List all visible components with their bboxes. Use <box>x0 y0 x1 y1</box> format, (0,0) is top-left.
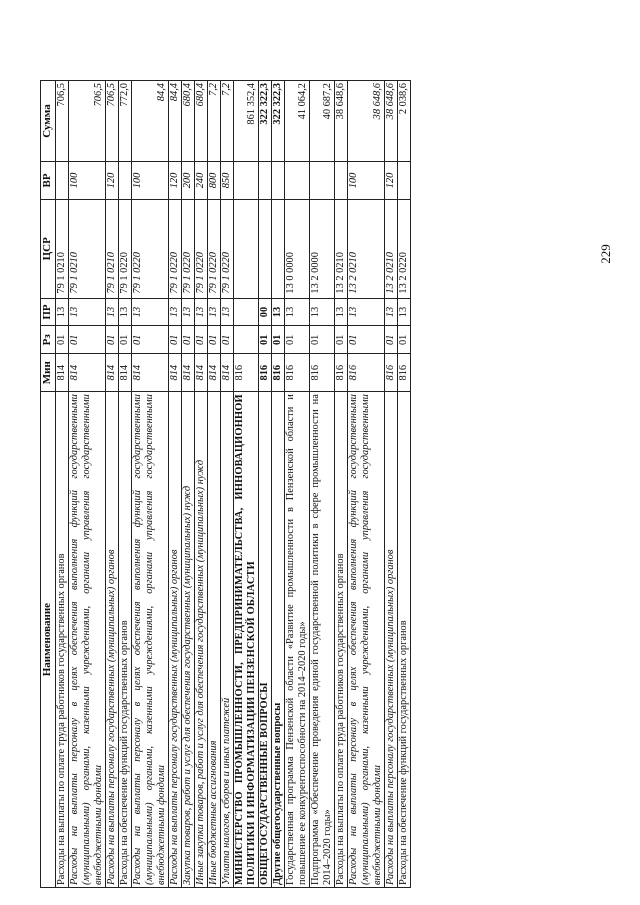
table-row <box>385 81 398 888</box>
cell-min: 816 <box>234 354 259 392</box>
cell-pr: 13 <box>182 298 195 326</box>
cell-sum: 40 687,2 <box>310 81 335 162</box>
table-row <box>234 81 259 888</box>
header-csr: ЦСР <box>41 199 56 298</box>
cell-rz: 01 <box>195 326 208 354</box>
cell-pr: 13 <box>106 298 119 326</box>
cell-sum: 84,4 <box>169 81 182 162</box>
cell-name: Расходы на выплаты персоналу в целях обеспечения выполнения функций государственными (муниципальными) органами, казенными учреждениями, органами управления государственными внебюджетными фондами <box>69 392 106 888</box>
cell-vr <box>310 162 335 200</box>
cell-csr: 13 2 0210 <box>335 199 348 298</box>
header-name: Наименование <box>41 392 56 888</box>
cell-pr: 13 <box>195 298 208 326</box>
cell-min: 814 <box>69 354 106 392</box>
cell-sum: 772,0 <box>119 81 132 162</box>
cell-min: 814 <box>119 354 132 392</box>
cell-vr <box>119 162 132 200</box>
table-row <box>259 81 272 888</box>
cell-name: Расходы на выплаты персоналу государственных (муниципальных) органов <box>169 392 182 888</box>
cell-rz <box>234 326 259 354</box>
cell-rz: 01 <box>272 326 285 354</box>
cell-name: Расходы на выплаты персоналу в целях обеспечения выполнения функций государственными (муниципальными) органами, казенными учреждениями, органами управления государственными внебюджетными фондами <box>348 392 385 888</box>
table-row <box>119 81 132 888</box>
header-rz: Рз <box>41 326 56 354</box>
cell-vr: 240 <box>195 162 208 200</box>
cell-vr: 800 <box>208 162 221 200</box>
cell-name: Другие общегосударственные вопросы <box>272 392 285 888</box>
cell-pr: 13 <box>310 298 335 326</box>
cell-csr: 79 1 0210 <box>106 199 119 298</box>
cell-vr <box>259 162 272 200</box>
cell-sum: 706,5 <box>69 81 106 162</box>
cell-vr: 120 <box>169 162 182 200</box>
cell-csr <box>272 199 285 298</box>
table-row <box>56 81 69 888</box>
cell-vr <box>272 162 285 200</box>
cell-csr: 79 1 0220 <box>208 199 221 298</box>
cell-csr: 79 1 0220 <box>221 199 234 298</box>
cell-sum: 38 648,6 <box>348 81 385 162</box>
table-row <box>335 81 348 888</box>
cell-csr <box>259 199 272 298</box>
cell-rz: 01 <box>259 326 272 354</box>
table-row <box>285 81 310 888</box>
cell-min: 814 <box>208 354 221 392</box>
cell-csr <box>234 199 259 298</box>
table-row <box>69 81 106 888</box>
cell-name: Закупка товаров, работ и услуг для обеспечения государственных (муниципальных) нужд <box>182 392 195 888</box>
cell-sum: 680,4 <box>182 81 195 162</box>
cell-vr: 100 <box>348 162 385 200</box>
cell-rz: 01 <box>221 326 234 354</box>
cell-vr: 120 <box>106 162 119 200</box>
budget-table <box>40 80 411 888</box>
cell-vr: 100 <box>132 162 169 200</box>
cell-sum: 41 064,2 <box>285 81 310 162</box>
table-row <box>398 81 411 888</box>
cell-pr: 13 <box>69 298 106 326</box>
cell-rz: 01 <box>335 326 348 354</box>
cell-csr: 13 0 0000 <box>285 199 310 298</box>
cell-vr <box>398 162 411 200</box>
cell-rz: 01 <box>348 326 385 354</box>
cell-name: Расходы на обеспечение функций государственных органов <box>119 392 132 888</box>
cell-rz: 01 <box>310 326 335 354</box>
cell-csr: 79 1 0220 <box>132 199 169 298</box>
cell-name: Иные закупки товаров, работ и услуг для обеспечения государственных (муниципальных) нужд <box>195 392 208 888</box>
cell-min: 814 <box>56 354 69 392</box>
cell-min: 814 <box>169 354 182 392</box>
cell-name: Расходы на выплаты по оплате труда работников государственных органов <box>56 392 69 888</box>
cell-sum: 322 322,3 <box>259 81 272 162</box>
cell-pr: 13 <box>398 298 411 326</box>
cell-min: 816 <box>398 354 411 392</box>
cell-name: Государственная программа Пензенской области «Развитие промышленности в Пензенской области и повышение ее конкурентоспособности на 2014–2020 годы» <box>285 392 310 888</box>
table-row <box>348 81 385 888</box>
cell-csr: 79 1 0220 <box>119 199 132 298</box>
cell-pr: 13 <box>208 298 221 326</box>
cell-pr: 13 <box>221 298 234 326</box>
cell-vr <box>56 162 69 200</box>
table-header-row <box>41 81 56 888</box>
cell-name: Иные бюджетные ассигнования <box>208 392 221 888</box>
cell-min: 816 <box>335 354 348 392</box>
cell-sum: 7,2 <box>221 81 234 162</box>
cell-min: 816 <box>310 354 335 392</box>
cell-name: Расходы на выплаты по оплате труда работников государственных органов <box>335 392 348 888</box>
cell-sum: 706,5 <box>106 81 119 162</box>
cell-min: 816 <box>272 354 285 392</box>
cell-rz: 01 <box>398 326 411 354</box>
cell-vr: 850 <box>221 162 234 200</box>
rotated-table-inner <box>40 80 600 888</box>
cell-min: 816 <box>385 354 398 392</box>
table-row <box>106 81 119 888</box>
page-number: 229 <box>597 244 613 264</box>
table-row <box>195 81 208 888</box>
cell-pr: 00 <box>259 298 272 326</box>
cell-rz: 01 <box>119 326 132 354</box>
cell-csr: 79 1 0210 <box>56 199 69 298</box>
table-row <box>310 81 335 888</box>
table-body <box>56 81 411 888</box>
cell-name: Расходы на выплаты персоналу государственных (муниципальных) органов <box>106 392 119 888</box>
cell-min: 816 <box>259 354 272 392</box>
cell-sum: 7,2 <box>208 81 221 162</box>
cell-min: 814 <box>106 354 119 392</box>
cell-name: Расходы на обеспечение функций государственных органов <box>398 392 411 888</box>
cell-rz: 01 <box>182 326 195 354</box>
cell-min: 814 <box>182 354 195 392</box>
table-row <box>182 81 195 888</box>
table-row <box>272 81 285 888</box>
cell-pr: 13 <box>132 298 169 326</box>
cell-sum: 38 648,6 <box>385 81 398 162</box>
cell-rz: 01 <box>56 326 69 354</box>
cell-min: 816 <box>348 354 385 392</box>
header-sum: Сумма <box>41 81 56 162</box>
cell-sum: 680,4 <box>195 81 208 162</box>
table-row <box>169 81 182 888</box>
cell-sum: 861 352,4 <box>234 81 259 162</box>
cell-pr: 13 <box>385 298 398 326</box>
cell-csr: 13 2 0210 <box>348 199 385 298</box>
cell-name: Уплата налогов, сборов и иных платежей <box>221 392 234 888</box>
cell-sum: 2 038,6 <box>398 81 411 162</box>
cell-sum: 84,4 <box>132 81 169 162</box>
cell-pr: 13 <box>272 298 285 326</box>
cell-name: Подпрограмма «Обеспечение проведения единой государственной политики в сфере промышленности на 2014–2020 годы» <box>310 392 335 888</box>
cell-name: ОБЩЕГОСУДАРСТВЕННЫЕ ВОПРОСЫ <box>259 392 272 888</box>
cell-vr: 120 <box>385 162 398 200</box>
cell-vr: 100 <box>69 162 106 200</box>
cell-name: Расходы на выплаты персоналу государственных (муниципальных) органов <box>385 392 398 888</box>
cell-pr: 13 <box>285 298 310 326</box>
cell-pr <box>234 298 259 326</box>
cell-rz: 01 <box>208 326 221 354</box>
cell-sum: 706,5 <box>56 81 69 162</box>
table-row <box>221 81 234 888</box>
cell-min: 814 <box>195 354 208 392</box>
cell-csr: 79 1 0210 <box>69 199 106 298</box>
cell-name: МИНИСТЕРСТВО ПРОМЫШЛЕННОСТИ, ПРЕДПРИНИМАТЕЛЬСТВА, ИННОВАЦИОННОЙ ПОЛИТИКИ И ИНФОРМАТИЗАЦИИ ПЕНЗЕНСКОЙ ОБЛАСТИ <box>234 392 259 888</box>
cell-sum: 38 648,6 <box>335 81 348 162</box>
cell-rz: 01 <box>106 326 119 354</box>
cell-vr: 200 <box>182 162 195 200</box>
header-pr: ПР <box>41 298 56 326</box>
header-vr: ВР <box>41 162 56 200</box>
cell-rz: 01 <box>385 326 398 354</box>
cell-sum: 322 322,3 <box>272 81 285 162</box>
cell-min: 814 <box>132 354 169 392</box>
table-row <box>132 81 169 888</box>
cell-pr: 13 <box>56 298 69 326</box>
cell-pr: 13 <box>335 298 348 326</box>
cell-rz: 01 <box>132 326 169 354</box>
cell-vr <box>335 162 348 200</box>
cell-csr: 13 2 0220 <box>398 199 411 298</box>
cell-min: 816 <box>285 354 310 392</box>
cell-csr: 79 1 0220 <box>169 199 182 298</box>
rotated-table-frame <box>40 80 640 885</box>
cell-pr: 13 <box>169 298 182 326</box>
cell-name: Расходы на выплаты персоналу в целях обеспечения выполнения функций государственными (муниципальными) органами, казенными учреждениями, органами управления государственными внебюджетными фондами <box>132 392 169 888</box>
cell-vr <box>234 162 259 200</box>
cell-csr: 13 2 0000 <box>310 199 335 298</box>
header-min: Мин <box>41 354 56 392</box>
cell-pr: 13 <box>348 298 385 326</box>
cell-min: 814 <box>221 354 234 392</box>
cell-csr: 13 2 0210 <box>385 199 398 298</box>
cell-rz: 01 <box>69 326 106 354</box>
table-row <box>208 81 221 888</box>
cell-rz: 01 <box>169 326 182 354</box>
cell-rz: 01 <box>285 326 310 354</box>
cell-vr <box>285 162 310 200</box>
cell-csr: 79 1 0220 <box>182 199 195 298</box>
cell-csr: 79 1 0220 <box>195 199 208 298</box>
cell-pr: 13 <box>119 298 132 326</box>
